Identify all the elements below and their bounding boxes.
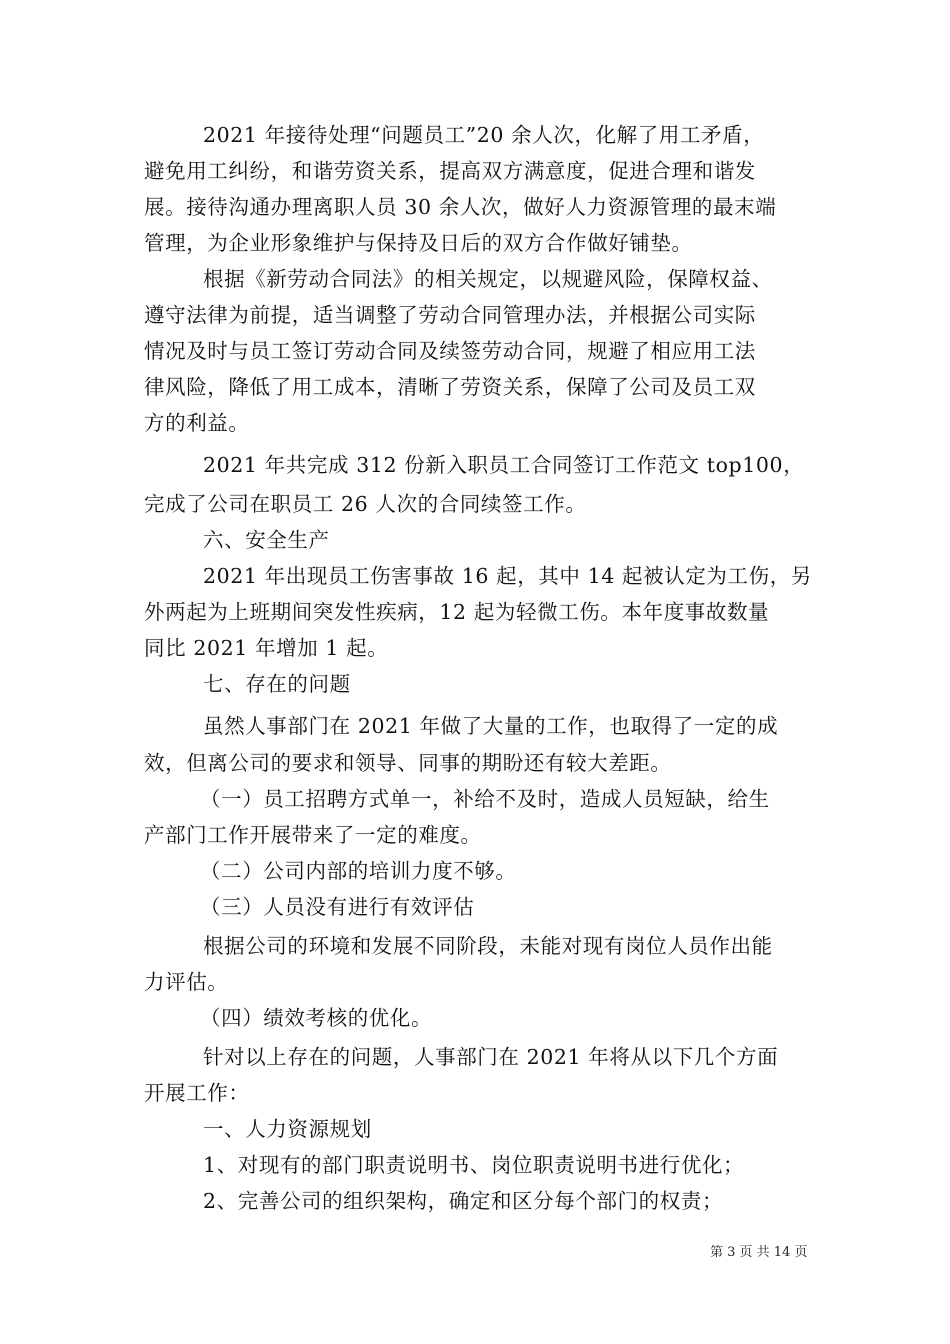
text-line: 展。接待沟通办理离职人员 30 余人次，做好人力资源管理的最末端 bbox=[144, 195, 777, 219]
page-number: 第 3 页 共 14 页 bbox=[710, 1245, 808, 1260]
section-heading: 七、存在的问题 bbox=[203, 672, 351, 696]
text-line: 根据《新劳动合同法》的相关规定，以规避风险，保障权益、 bbox=[203, 267, 773, 291]
text-line: 效，但离公司的要求和领导、同事的期盼还有较大差距。 bbox=[144, 751, 672, 775]
text-line: 针对以上存在的问题，人事部门在 2021 年将从以下几个方面 bbox=[203, 1045, 779, 1069]
text-line: （四）绩效考核的优化。 bbox=[200, 1006, 433, 1030]
text-line: 方的利益。 bbox=[144, 411, 250, 435]
text-line: 完成了公司在职员工 26 人次的合同续签工作。 bbox=[144, 492, 587, 516]
text-line: 2、完善公司的组织架构，确定和区分每个部门的权责； bbox=[203, 1189, 724, 1213]
text-line: 产部门工作开展带来了一定的难度。 bbox=[144, 823, 482, 847]
section-heading: 六、安全生产 bbox=[203, 528, 330, 552]
text-line: 虽然人事部门在 2021 年做了大量的工作，也取得了一定的成 bbox=[203, 714, 779, 738]
text-line: 外两起为上班期间突发性疾病，12 起为轻微工伤。本年度事故数量 bbox=[144, 600, 770, 624]
section-heading: 一、人力资源规划 bbox=[203, 1117, 372, 1141]
text-line: 管理，为企业形象维护与保持及日后的双方合作做好铺垫。 bbox=[144, 231, 693, 255]
text-line: 避免用工纠纷，和谐劳资关系，提高双方满意度，促进合理和谐发 bbox=[144, 159, 756, 183]
text-line: 遵守法律为前提，适当调整了劳动合同管理办法，并根据公司实际 bbox=[144, 303, 756, 327]
text-line: 律风险，降低了用工成本，清晰了劳资关系，保障了公司及员工双 bbox=[144, 375, 756, 399]
text-line: 2021 年共完成 312 份新入职员工合同签订工作范文 top100， bbox=[203, 453, 805, 477]
text-line: 力评估。 bbox=[144, 970, 229, 994]
text-line: 情况及时与员工签订劳动合同及续签劳动合同，规避了相应用工法 bbox=[144, 339, 756, 363]
text-line: 根据公司的环境和发展不同阶段，未能对现有岗位人员作出能 bbox=[203, 934, 773, 958]
text-line: 2021 年接待处理“问题员工”20 余人次，化解了用工矛盾， bbox=[203, 123, 765, 147]
text-line: （二）公司内部的培训力度不够。 bbox=[200, 859, 517, 883]
text-line: 同比 2021 年增加 1 起。 bbox=[144, 636, 389, 660]
text-line: （一）员工招聘方式单一，补给不及时，造成人员短缺，给生 bbox=[200, 787, 770, 811]
text-line: 2021 年出现员工伤害事故 16 起，其中 14 起被认定为工伤，另 bbox=[203, 564, 812, 588]
text-line: 1、对现有的部门职责说明书、岗位职责说明书进行优化； bbox=[203, 1153, 745, 1177]
text-line: 开展工作： bbox=[144, 1081, 250, 1105]
text-line: （三）人员没有进行有效评估 bbox=[200, 895, 475, 919]
